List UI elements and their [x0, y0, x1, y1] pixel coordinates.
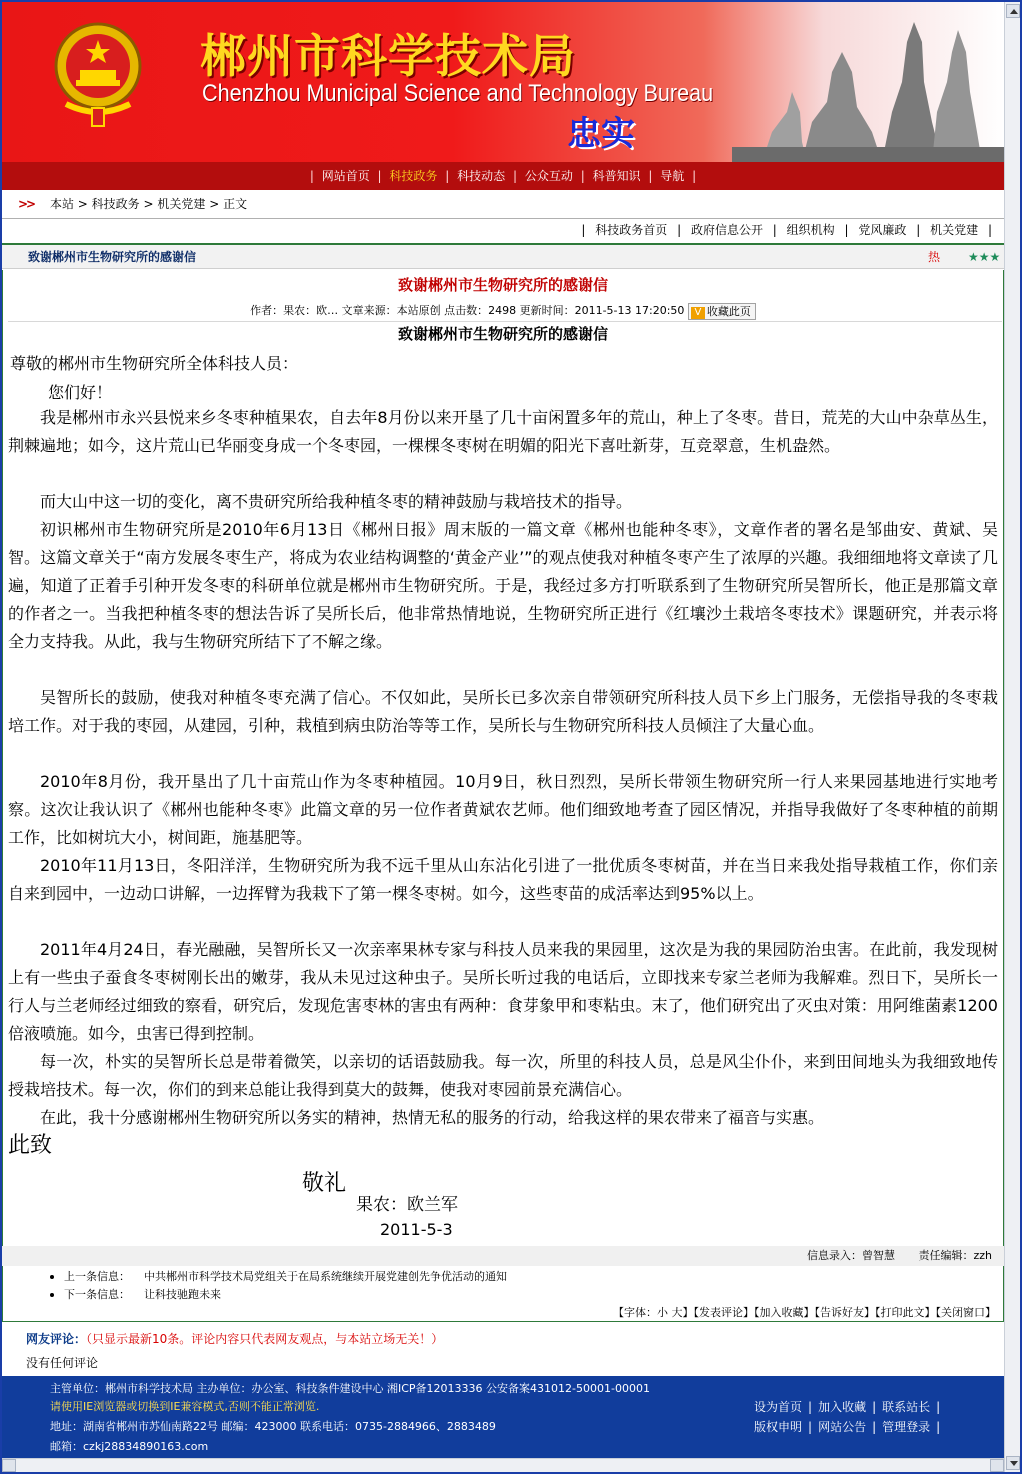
rating-stars: ★★★	[968, 250, 1001, 264]
letter-paragraph: 我是郴州市永兴县悦来乡冬枣种植果农，自去年8月份以来开垦了几十亩闲置多年的荒山，种上了冬枣。昔日，荒芜的大山中杂草丛生，荆棘遍地；如今，这片荒山已华丽变身成一个冬枣园，一棵棵冬枣树在明媚的阳光下喜吐新芽，互竞翠意，生机盎然。	[8, 408, 998, 455]
horizontal-scrollbar[interactable]	[2, 1458, 1004, 1472]
scroll-right-button[interactable]	[990, 1459, 1004, 1472]
footer-email: 邮箱：czkj28834890163.com	[50, 1440, 209, 1453]
editor-value: zzh	[973, 1249, 992, 1262]
footer-links-row1	[754, 1398, 946, 1415]
hot-badge: 热	[928, 250, 941, 264]
prev-label: 上一条信息：	[64, 1270, 130, 1283]
footer-separator: |	[808, 1420, 813, 1434]
nav-separator: |	[580, 169, 585, 183]
site-title: 郴州市科学技术局	[200, 29, 576, 83]
subnav-item-party-building[interactable]: 机关党建	[930, 223, 979, 237]
breadcrumb-current: 正文	[223, 197, 248, 211]
nav-separator: |	[377, 169, 382, 183]
titlebar-title: 致谢郴州市生物研究所的感谢信	[28, 250, 197, 264]
announcement-link[interactable]: 网站公告	[818, 1420, 867, 1434]
footer-separator: |	[872, 1400, 877, 1414]
article-title: 致谢郴州市生物研究所的感谢信	[397, 276, 608, 294]
subnav-separator: |	[581, 223, 586, 237]
scroll-left-button[interactable]	[2, 1459, 16, 1472]
footer-separator: |	[872, 1420, 877, 1434]
letter-paragraph: 每一次，朴实的吴智所长总是带着微笑，以亲切的话语鼓励我。每一次，所里的科技人员，总是风尘仆仆，来到田间地头为我细致地传授栽培技术。每一次，你们的到来总能让我得到莫大的鼓舞，使我对枣园前景充满信心。	[8, 1052, 998, 1099]
nav-separator: |	[692, 169, 697, 183]
comments-label: 网友评论：	[26, 1332, 87, 1346]
footer-separator: |	[936, 1420, 941, 1434]
breadcrumb-separator: >	[77, 197, 92, 211]
motto-text: 忠实	[567, 114, 635, 154]
subnav-separator: |	[844, 223, 849, 237]
divider	[8, 321, 1002, 322]
breadcrumb-separator: >	[143, 197, 158, 211]
arrow-down-icon	[1010, 1461, 1018, 1466]
subnav-separator: |	[677, 223, 682, 237]
nav-item-interaction[interactable]: 公众互动	[524, 169, 573, 183]
scroll-down-button[interactable]	[1006, 1456, 1020, 1470]
divider	[2, 218, 1004, 219]
breadcrumb-gov-affairs[interactable]: 科技政务	[91, 197, 140, 211]
nav-item-guide[interactable]: 导航	[660, 169, 685, 183]
subnav-item-info-disclosure[interactable]: 政府信息公开	[690, 223, 763, 237]
favorite-button[interactable]	[688, 303, 756, 320]
main-nav	[2, 162, 1004, 190]
add-favorite-link[interactable]: 加入收藏	[818, 1400, 867, 1414]
article-meta	[0, 302, 1006, 320]
letter-salutation: 尊敬的郴州市生物研究所全体科技人员：	[10, 354, 299, 373]
letter-closing: 此致	[8, 1133, 53, 1158]
sub-nav	[2, 220, 1004, 242]
divider	[2, 1321, 1004, 1322]
article-subtitle: 致谢郴州市生物研究所的感谢信	[397, 325, 608, 343]
letter-paragraph: 2011年4月24日，春光融融，吴智所长又一次亲率果林专家与科技人员来我的果园里，这次是为我的果园防治虫害。在此前，我发现树上有一些虫子蚕食冬枣树刚长出的嫩芽，我从未见过这种虫子。吴所长听过我的电话后，立即找来专家兰老师为我解难。烈日下，吴所长一行人与兰老师经过细致的察看，研究后，发现危害枣林的害虫有两种：食芽象甲和枣粘虫。末了，他们研究出了灭虫对策：用阿维菌素1200倍液喷施。如今，虫害已得到控制。	[8, 940, 998, 1043]
nav-item-home[interactable]: 网站首页	[321, 169, 370, 183]
admin-login-link[interactable]: 管理登录	[882, 1420, 931, 1434]
letter-signature: 果农：欧兰军	[356, 1195, 458, 1215]
bullet-icon	[50, 1275, 54, 1279]
site-title-english: Chenzhou Municipal Science and Technology Bureau	[202, 80, 714, 107]
comments-note: （只显示最新10条。评论内容只代表网友观点，与本站立场无关！）	[86, 1332, 444, 1346]
letter-date: 2011-5-3	[380, 1220, 453, 1239]
nav-item-news[interactable]: 科技动态	[457, 169, 506, 183]
subnav-item-gov-home[interactable]: 科技政务首页	[595, 223, 668, 237]
entry-label: 信息录入：	[806, 1249, 862, 1262]
nav-separator: |	[445, 169, 450, 183]
contact-admin-link[interactable]: 联系站长	[882, 1400, 931, 1414]
footer-separator: |	[808, 1400, 813, 1414]
nav-separator: |	[648, 169, 653, 183]
article-titlebar	[2, 243, 1004, 269]
next-article	[50, 1286, 221, 1302]
info-bar	[2, 1246, 1004, 1266]
breadcrumb-site[interactable]: 本站	[49, 197, 74, 211]
subnav-separator: |	[772, 223, 777, 237]
letter-paragraph: 在此，我十分感谢郴州生物研究所以务实的精神，热情无私的服务的行动，给我这样的果农带来了福音与实惠。	[40, 1108, 825, 1127]
prev-link[interactable]: 中共郴州市科学技术局党组关于在局系统继续开展党建创先争优活动的通知	[144, 1270, 507, 1283]
letter-paragraph: 2010年8月份，我开垦出了几十亩荒山作为冬枣种植园。10月9日，秋日烈烈，吴所长带领生物研究所一行人来果园基地进行实地考察。这次让我认识了《郴州也能种冬枣》此篇文章的另一位作者黄斌农艺师。他们细致地考查了园区情况，并指导我做好了冬枣种植的前期工作，比如树坑大小，树间距，施基肥等。	[8, 772, 998, 847]
sculpture-image	[732, 12, 1004, 162]
header-banner	[2, 2, 1004, 162]
breadcrumb-separator: >	[209, 197, 224, 211]
letter-greeting: 您们好！	[48, 383, 113, 402]
letter-paragraph: 初识郴州市生物研究所是2010年6月13日《郴州日报》周末版的一篇文章《郴州也能种冬枣》，文章作者的署名是邹曲安、黄斌、吴智。这篇文章关于“南方发展冬枣生产，将成为农业结构调整的‘黄金产业’”的观点使我对种植冬枣产生了浓厚的兴趣。我细细地将文章读了几遍，知道了正着手引种开发冬枣的科研单位就是郴州市生物研究所。于是，我经过多方打听联系到了生物研究所吴智所长，他正是那篇文章的作者之一。当我把种植冬枣的想法告诉了吴所长后，他非常热情地说，生物研究所正进行《红壤沙土栽培冬枣技术》课题研究，并表示将全力支持我。从此，我与生物研究所结下了不解之缘。	[8, 520, 998, 651]
double-chevron-icon: >>	[18, 197, 35, 211]
letter-regards: 敬礼	[302, 1171, 347, 1196]
entry-value: 曾智慧	[861, 1249, 895, 1262]
nav-item-science[interactable]: 科普知识	[592, 169, 641, 183]
footer	[2, 1376, 1004, 1458]
subnav-separator: |	[987, 223, 992, 237]
subnav-item-integrity[interactable]: 党风廉政	[858, 223, 907, 237]
breadcrumb	[2, 190, 1004, 218]
subnav-item-organization[interactable]: 组织机构	[786, 223, 835, 237]
set-homepage-link[interactable]: 设为首页	[754, 1400, 803, 1414]
nav-separator: |	[309, 169, 314, 183]
favorite-icon: V	[691, 307, 705, 319]
letter-paragraph: 2010年11月13日，冬阳洋洋，生物研究所为我不远千里从山东沾化引进了一批优质冬枣树苗，并在当日来我处指导栽植工作，你们亲自来到园中，一边动口讲解，一边挥臂为我栽下了第一棵冬枣树。如今，这些枣苗的成活率达到95%以上。	[8, 856, 998, 903]
article-meta-text: 作者：果农：欧… 文章来源：本站原创 点击数：2498 更新时间：2011-5-13 17:20:50	[250, 304, 685, 317]
prev-article	[50, 1268, 507, 1284]
footer-sponsor: 主管单位：郴州市科学技术局 主办单位：办公室、科技条件建设中心 湘ICP备12013336 公安备案431012-50001-00001	[50, 1382, 650, 1395]
bullet-icon	[50, 1293, 54, 1297]
nav-separator: |	[512, 169, 518, 183]
scroll-up-button[interactable]	[1006, 4, 1020, 18]
footer-links-row2	[754, 1418, 946, 1435]
national-emblem-icon	[52, 16, 144, 128]
editor-label: 责任编辑：	[918, 1249, 974, 1262]
footer-browser-note: 请使用IE浏览器或切换到IE兼容模式,否则不能正常浏览.	[50, 1400, 320, 1413]
next-label: 下一条信息：	[64, 1288, 130, 1301]
subnav-separator: |	[916, 223, 921, 237]
comments-header	[26, 1330, 443, 1347]
nav-item-gov-affairs[interactable]: 科技政务	[389, 169, 438, 183]
letter-paragraph: 吴智所长的鼓励，使我对种植冬枣充满了信心。不仅如此，吴所长已多次亲自带领研究所科技人员下乡上门服务，无偿指导我的冬枣栽培工作。对于我的枣园，从建园，引种，栽植到病虫防治等等工作，吴所长与生物研究所科技人员倾注了大量心血。	[8, 688, 998, 735]
article-tools[interactable]: 【字体：小 大】【发表评论】【加入收藏】【告诉好友】【打印此文】【关闭窗口】	[613, 1306, 996, 1319]
letter-paragraph: 而大山中这一切的变化，离不贵研究所给我种植冬枣的精神鼓励与栽培技术的指导。	[40, 492, 633, 511]
copyright-link[interactable]: 版权申明	[754, 1420, 803, 1434]
arrow-up-icon	[1010, 9, 1018, 14]
breadcrumb-party-building[interactable]: 机关党建	[157, 197, 206, 211]
favorite-label: 收藏此页	[706, 304, 751, 318]
vertical-scrollbar[interactable]	[1004, 2, 1020, 1472]
next-link[interactable]: 让科技驰跑未来	[144, 1288, 221, 1301]
comments-empty: 没有任何评论	[26, 1356, 99, 1370]
footer-address: 地址：湖南省郴州市苏仙南路22号 邮编：423000 联系电话：0735-2884966、2883489	[50, 1420, 496, 1433]
footer-separator: |	[936, 1400, 941, 1414]
